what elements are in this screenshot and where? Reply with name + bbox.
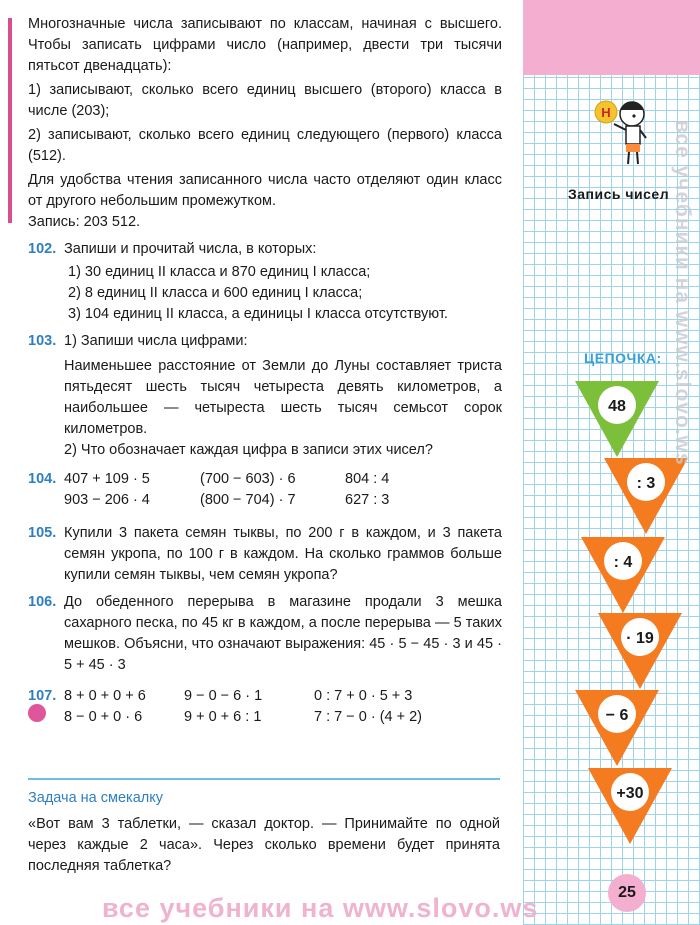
chain-step [604, 458, 688, 534]
footer-watermark: все учебники на www.slovo.ws [102, 893, 539, 923]
chain-value: : 3 [636, 475, 656, 492]
side-watermark: все учебники на www.slovo.ws [671, 120, 694, 466]
task-item: 1) 30 единиц II класса и 870 единиц I класса; [68, 264, 371, 280]
task-paragraph: Наименьшее расстояние от Земли до Луны составляет триста пятьдесят шесть тысяч четыреста девять километров, а наибольшее — четыреста шесть тысяч семьсот сорок километров. [64, 358, 502, 437]
badge-letter: Н [601, 105, 611, 120]
task-item: 2) 8 единиц II класса и 600 единиц I класса; [68, 285, 363, 301]
chain-value: · 19 [626, 630, 654, 647]
chain-step [581, 537, 665, 613]
puzzle-text: «Вот вам 3 таблетки, — сказал доктор. — Принимайте по одной через каждые 2 часа». Через сколько времени будет принята последняя таблетка? [28, 816, 500, 874]
chain-step [588, 768, 672, 844]
expression: 7 : 7 − 0 · (4 + 2) [314, 709, 422, 725]
task-text: До обеденного перерыва в магазине продали 3 мешка сахарного песка, по 45 кг в каждом, а после перерыва — 5 таких мешков. Объясни, что означают выражения: 45 · 5 − 45 · 3 и 45 · 5 + 45 · 3 [64, 594, 502, 673]
expression: 407 + 109 · 5 [64, 471, 150, 487]
expression: 0 : 7 + 0 · 5 + 3 [314, 688, 413, 704]
chain-value: − 6 [605, 707, 629, 724]
chain-step [575, 381, 659, 457]
task-number: 106. [28, 594, 57, 610]
intro-paragraph: Многозначные числа записывают по классам, начиная с высшего. Чтобы записать цифрами число (например, двести три тысячи пятьсот двенадцать): [28, 16, 502, 74]
puzzle-title: Задача на смекалку [28, 790, 164, 806]
expression: 8 − 0 + 0 · 6 [64, 709, 143, 725]
task-number: 102. [28, 241, 57, 257]
task-question: 2) Что обозначает каждая цифра в записи этих чисел? [64, 442, 433, 458]
intro-paragraph: Для удобства чтения записанного числа часто отделяют один класс от другого небольшим промежутком. [28, 172, 502, 209]
expression: 903 − 206 · 4 [64, 492, 150, 508]
expression: 8 + 0 + 0 + 6 [64, 688, 146, 704]
task-text: 1) Запиши числа цифрами: [64, 333, 248, 349]
task-item: 3) 104 единиц II класса, а единицы I класса отсутствуют. [68, 306, 448, 322]
task-number: 105. [28, 525, 57, 541]
intro-paragraph: 1) записывают, сколько всего единиц высшего (второго) класса в числе (203); [28, 82, 502, 119]
expression: (700 − 603) · 6 [200, 471, 296, 487]
expression: 9 + 0 + 6 : 1 [184, 709, 262, 725]
chain-value: : 4 [613, 554, 633, 571]
expression: (800 − 704) · 7 [200, 492, 296, 508]
chain-step [575, 690, 659, 766]
chain-value: 48 [608, 398, 626, 415]
chain-step [598, 613, 682, 689]
expression: 627 : 3 [345, 492, 390, 508]
intro-paragraph: 2) записывают, сколько всего единиц следующего (первого) класса (512). [28, 127, 502, 164]
expression: 804 : 4 [345, 471, 390, 487]
task-number: 107. [28, 688, 57, 704]
page-number: 25 [608, 874, 646, 912]
chain-label: ЦЕПОЧКА: [584, 350, 662, 366]
task-text: Запиши и прочитай числа, в которых: [64, 241, 317, 257]
intro-example: Запись: 203 512. [28, 214, 141, 230]
task-number: 103. [28, 333, 57, 349]
task-text: Купили 3 пакета семян тыквы, по 200 г в каждом, и 3 пакета семян укропа, по 100 г в каждом. На сколько граммов больше купили семян тыквы, чем семян укропа? [64, 525, 502, 583]
side-topic-title: Запись чисел [568, 186, 670, 202]
chain-value: +30 [616, 785, 644, 802]
task-number: 104. [28, 471, 57, 487]
expression: 9 − 0 − 6 · 1 [184, 688, 263, 704]
